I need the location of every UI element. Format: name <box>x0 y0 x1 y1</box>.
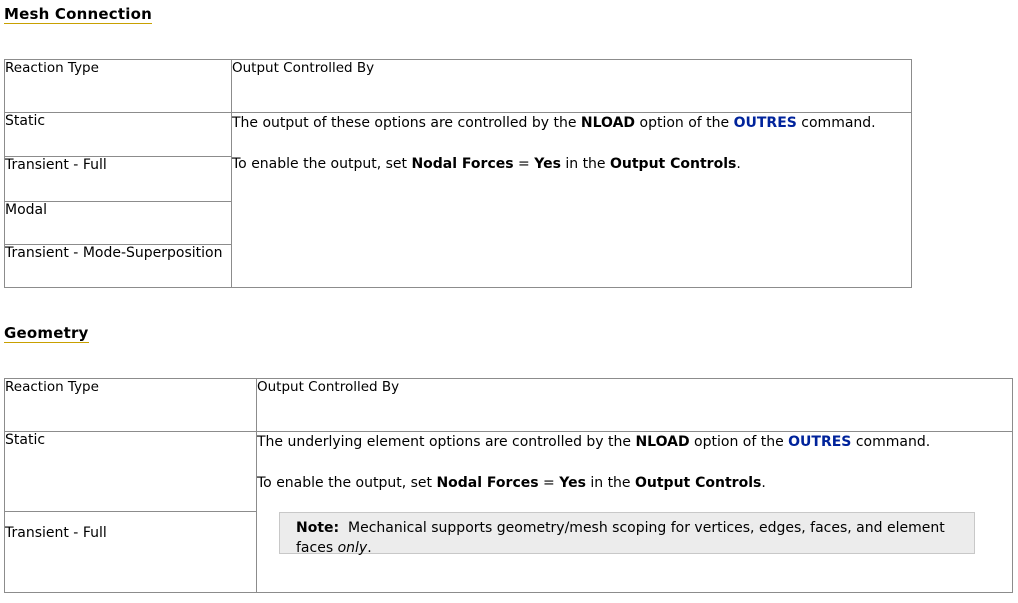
reaction-type-cell: Modal <box>5 202 232 245</box>
nodal-forces-label: Nodal Forces <box>411 156 514 172</box>
header-output-controlled-by: Output Controlled By <box>257 379 1013 432</box>
section-title-geometry: Geometry <box>4 324 89 342</box>
note-box: Note: Mechanical supports geometry/mesh scoping for vertices, edges, faces, and element faces only. <box>279 512 975 554</box>
yes-value: Yes <box>559 475 586 491</box>
table-row <box>5 432 1013 512</box>
nload-keyword: NLOAD <box>580 115 636 131</box>
reaction-type-cell: Static <box>5 432 257 512</box>
output-description-cell <box>257 432 1013 593</box>
note-emphasis: only <box>337 540 368 556</box>
header-reaction-type: Reaction Type <box>5 60 232 113</box>
enable-output-paragraph: To enable the output, set Nodal Forces = Yes in the Output Controls. <box>257 475 766 491</box>
enable-output-paragraph: To enable the output, set Nodal Forces = Yes in the Output Controls. <box>232 156 741 172</box>
table-header-row <box>5 379 1013 432</box>
output-controls-label: Output Controls <box>635 475 762 491</box>
reaction-type-cell: Static <box>5 113 232 157</box>
nload-keyword: NLOAD <box>635 434 690 450</box>
mesh-connection-table <box>4 59 912 288</box>
header-reaction-type: Reaction Type <box>5 379 257 432</box>
reaction-type-cell: Transient - Full <box>5 157 232 202</box>
reaction-type-cell: Transient - Mode-Superposition <box>5 245 232 288</box>
table-header-row <box>5 60 912 113</box>
nload-paragraph: The output of these options are controlled by the NLOAD option of the OUTRES command. <box>232 115 876 131</box>
reaction-type-cell: Transient - Full <box>5 512 257 593</box>
header-output-controlled-by: Output Controlled By <box>232 60 912 113</box>
nload-paragraph: The underlying element options are controlled by the NLOAD option of the OUTRES command. <box>257 434 931 450</box>
table-row <box>5 113 912 157</box>
yes-value: Yes <box>534 156 561 172</box>
nodal-forces-label: Nodal Forces <box>436 475 539 491</box>
outres-link[interactable]: OUTRES <box>733 115 797 131</box>
note-text: Mechanical supports geometry/mesh scoping for vertices, edges, faces, and element faces <box>296 520 945 556</box>
output-description-cell <box>232 113 912 288</box>
section-title-mesh-connection: Mesh Connection <box>4 5 152 23</box>
output-controls-label: Output Controls <box>610 156 737 172</box>
note-label: Note: <box>296 520 340 536</box>
geometry-table <box>4 378 1013 593</box>
outres-link[interactable]: OUTRES <box>788 434 852 450</box>
